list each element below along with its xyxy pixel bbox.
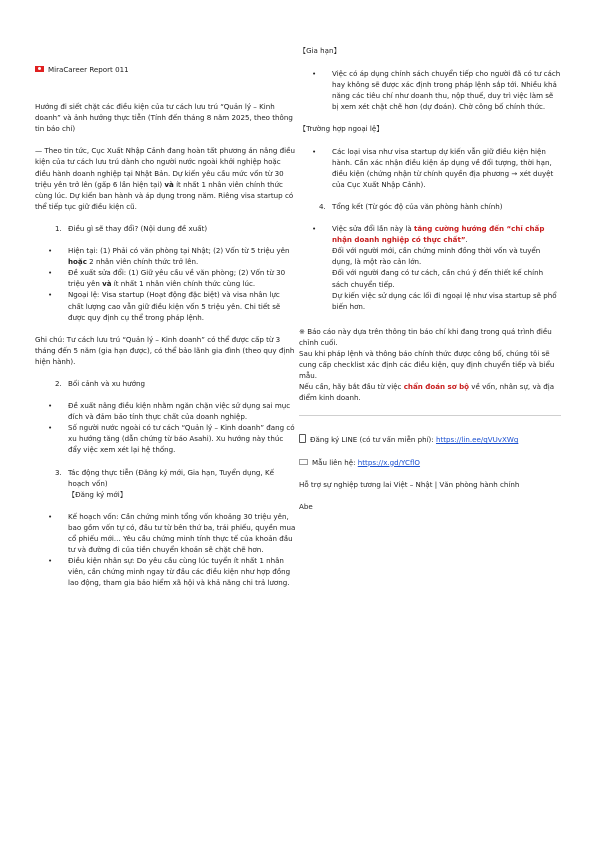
section-2-heading: 2. Bối cảnh và xu hướng — [55, 378, 146, 388]
form-contact: Mẫu liên hệ: https://x.gd/YCflO — [299, 457, 561, 468]
line-contact: Đăng ký LINE (có tư vấn miễn phí): https://lin.ee/qVUvXWg — [299, 434, 561, 445]
japan-flag-icon — [35, 66, 44, 72]
section-1-heading: 1. Điều gì sẽ thay đổi? (Nội dung đề xuất) — [55, 223, 208, 233]
renewal-list — [299, 68, 561, 112]
exception-list — [299, 146, 561, 190]
report-summary: — Theo tin tức, Cục Xuất Nhập Cảnh đang hoàn tất phương án nâng điều kiện của tư cách lưu trú dành cho người nước ngoài khởi nghiệp hoặc điều hành doanh nghiệp tại Nhật Bản. Dự kiến yêu cầu mức vốn từ 30 triệu yên trở lên (gấp 6 lần hiện tại) và ít nhất 1 nhân viên chính thức cùng lúc. Dự kiến ban hành và áp dụng trong năm. Riêng visa startup có thể tiếp tục giữ điều kiện cũ. — [35, 146, 295, 211]
section-3-heading: 3. Tác động thực tiễn (Đăng ký mới, Gia hạn, Tuyển dụng, Kế hoạch vốn) 【Đăng ký mới】 — [55, 467, 274, 499]
left-column — [35, 34, 297, 588]
list-item: • Kế hoạch vốn: Cần chứng minh tổng vốn khoảng 30 triệu yên, bao gồm vốn tự có, đầu tư từ bên thứ ba, trái phiếu, quyền mua cổ phiếu mới… Yêu cầu chứng minh tính thực tế của khoản đầu tư và đường đi của tiền chuyển khoản sẽ chặt chẽ hơn. — [35, 511, 297, 555]
tagline: Hỗ trợ sự nghiệp tương lai Việt – Nhật | Văn phòng hành chính — [299, 479, 520, 489]
list-item: • Ngoại lệ: Visa startup (Hoạt động đặc biệt) và visa nhân lực chất lượng cao vẫn giữ điều kiện vốn 5 triệu yên. Chi tiết sẽ được quy định cụ thể trong pháp lệnh. — [35, 289, 297, 322]
mail-icon — [299, 459, 308, 465]
phone-icon — [299, 434, 306, 443]
section-4-heading: 4. Tổng kết (Từ góc độ của văn phòng hành chính) — [319, 201, 503, 211]
line-link[interactable]: https://lin.ee/qVUvXWg — [435, 435, 519, 445]
section-1-list — [35, 245, 297, 323]
report-headline: Hướng đi siết chặt các điều kiện của tư cách lưu trú “Quản lý – Kinh doanh” và ảnh hưởng thực tiễn (Tính đến tháng 8 năm 2025, theo thông tin báo chí) — [35, 102, 293, 134]
list-item: • Hiện tại: (1) Phải có văn phòng tại Nhật; (2) Vốn từ 5 triệu yên hoặc 2 nhân viên chính thức trở lên. — [35, 245, 297, 267]
list-item: • Các loại visa như visa startup dự kiến vẫn giữ điều kiện hiện hành. Cần xác nhận điều kiện áp dụng về đối tượng, thời hạn, điều kiện (chứng nhận từ chính quyền địa phương → xét duyệt của Cục Xuất Nhập Cảnh). — [299, 146, 561, 190]
section-2-list — [35, 400, 297, 455]
new-application-heading: 【Đăng ký mới】 — [68, 489, 127, 499]
note: Ghi chú: Tư cách lưu trú “Quản lý – Kinh doanh” có thể được cấp từ 3 tháng đến 5 năm (gia hạn được), có thể bảo lãnh gia đình (theo quy định hiện hành). — [35, 334, 295, 366]
disclaimer: ※ Báo cáo này dựa trên thông tin báo chí khi đang trong quá trình điều chỉnh cuối. — [299, 326, 552, 347]
list-item: • Đề xuất nâng điều kiện nhằm ngăn chặn việc sử dụng sai mục đích và đảm bảo tính thực chất của doanh nghiệp. — [35, 400, 297, 422]
contact-form-link[interactable]: https://x.gd/YCflO — [357, 457, 421, 467]
list-item: • Số người nước ngoài có tư cách “Quản lý – Kinh doanh” đang có xu hướng tăng (dẫn chứng từ báo Asahi). Xu hướng này thúc đẩy việc xem xét lại hệ thống. — [35, 422, 297, 455]
section-4-list — [299, 223, 561, 312]
followup: Sau khi pháp lệnh và thông báo chính thức được công bố, chúng tôi sẽ cung cấp checklist xác định các điều kiện, quy định chuyển tiếp và biểu mẫu. — [299, 348, 555, 381]
list-item: • Đề xuất sửa đổi: (1) Giữ yêu cầu về văn phòng; (2) Vốn từ 30 triệu yên và ít nhất 1 nhân viên chính thức cùng lúc. — [35, 267, 297, 289]
report-title: MiraCareer Report 011 — [35, 64, 297, 75]
divider — [299, 415, 561, 416]
section-3-list — [35, 511, 297, 589]
renewal-heading: 【Gia hạn】 — [299, 46, 341, 55]
list-item: • Việc có áp dụng chính sách chuyển tiếp cho người đã có tư cách hay không sẽ được xác định trong pháp lệnh sắp tới. Nhiều khả năng các tiêu chí như doanh thu, nộp thuế, duy trì việc làm sẽ bị xem xét chặt chẽ hơn (dự đoán). Chờ công bố chính thức. — [299, 68, 561, 112]
exception-heading: 【Trường hợp ngoại lệ】 — [299, 124, 384, 134]
right-column — [299, 34, 561, 512]
cta: Nếu cần, hãy bắt đầu từ việc chẩn đoán sơ bộ về vốn, nhân sự, và địa điểm kinh doanh. — [299, 382, 555, 403]
list-item: • Việc sửa đổi lần này là tăng cường hướng đến “chỉ chấp nhận doanh nghiệp có thực chất”. Đối với người mới, cần chứng minh đồng thời vốn và tuyển dụng, là một rào cản lớn. Đối với người đang có tư cách, cần chú ý đến thiết kế chính sách chuyển tiếp. Dự kiến việc sử dụng các lối đi ngoại lệ như visa startup sẽ phổ biến hơn. — [299, 223, 561, 312]
author-name: Abe — [299, 501, 313, 511]
list-item: • Điều kiện nhân sự: Do yêu cầu cùng lúc tuyển ít nhất 1 nhân viên, cần chứng minh ngay từ đầu các điều kiện như hợp đồng lao động, tham gia bảo hiểm xã hội và khả năng chi trả lương. — [35, 555, 297, 588]
